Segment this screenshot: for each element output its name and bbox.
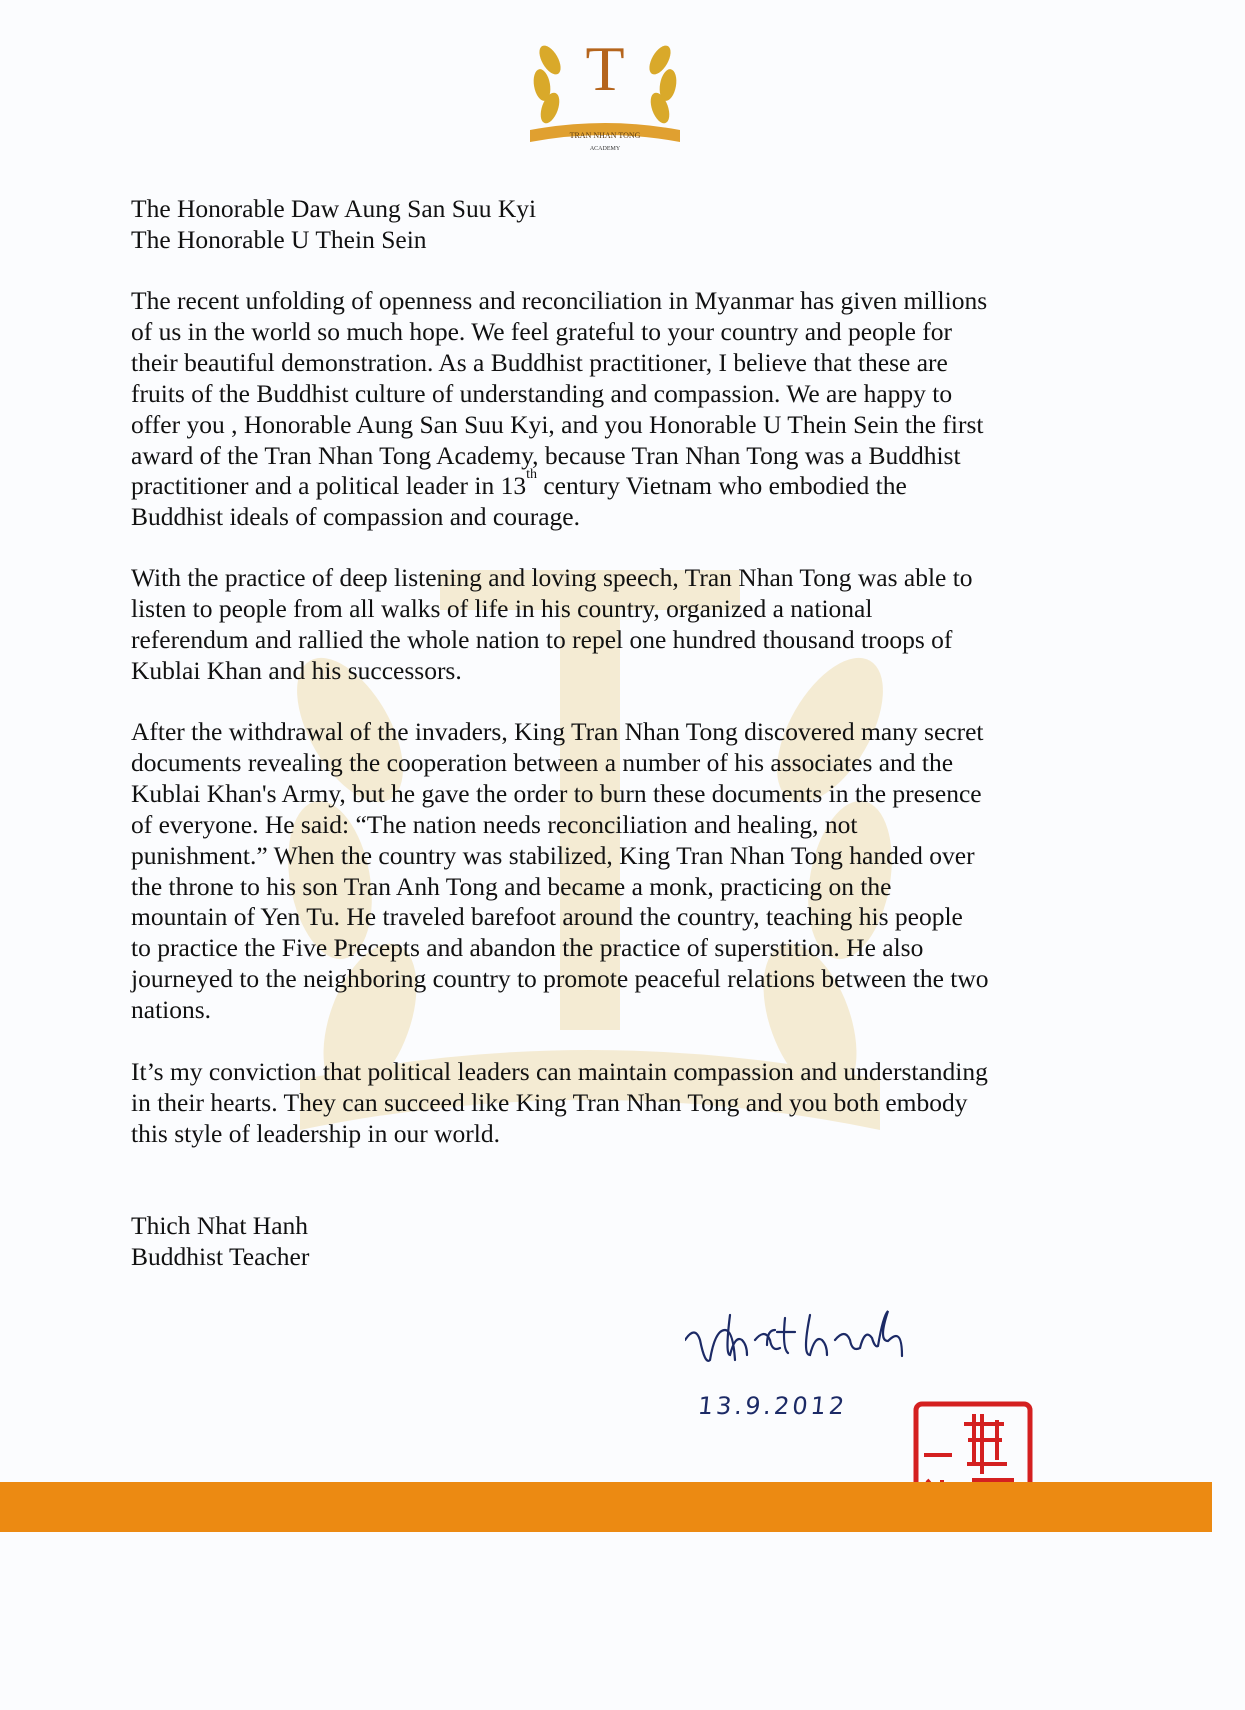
addressee-1: The Honorable Daw Aung San Suu Kyi xyxy=(131,194,537,223)
paragraph-3-line: to practice the Five Precepts and abandon the practice of superstition. He also xyxy=(131,933,924,963)
paragraph-2-line: Kublai Khan and his successors. xyxy=(131,655,462,685)
paragraph-1-line: award of the Tran Nhan Tong Academy, because Tran Nhan Tong was a Buddhist xyxy=(131,440,961,470)
paragraph-1-line: of us in the world so much hope. We feel grateful to your country and people for xyxy=(131,316,953,346)
paragraph-3-line: punishment.” When the country was stabilized, King Tran Nhan Tong handed over xyxy=(131,840,975,870)
svg-text:T: T xyxy=(585,33,625,104)
footer-orange-bar xyxy=(0,1482,1212,1532)
paragraph-1-line: Buddhist ideals of compassion and courage. xyxy=(131,502,580,532)
paragraph-3-line: journeyed to the neighboring country to promote peaceful relations between the two xyxy=(131,964,989,994)
sender-name: Thich Nhat Hanh xyxy=(131,1211,309,1240)
svg-text:ACADEMY: ACADEMY xyxy=(589,146,621,152)
academy-logo xyxy=(520,0,690,160)
paragraph-1-line: their beautiful demonstration. As a Buddhist practitioner, I believe that these are xyxy=(131,347,948,377)
paragraph-1-line xyxy=(131,467,907,501)
paragraph-3-line: nations. xyxy=(131,995,212,1025)
paragraph-3-line: documents revealing the cooperation between a number of his associates and the xyxy=(131,747,954,777)
signature-date: 13.9.2012 xyxy=(696,1392,849,1420)
ordinal-suffix: th xyxy=(526,467,537,483)
paragraph-3-line: the throne to his son Tran Anh Tong and became a monk, practicing on the xyxy=(131,871,892,901)
svg-text:TRAN NHAN TONG: TRAN NHAN TONG xyxy=(569,131,641,140)
paragraph-1-line: fruits of the Buddhist culture of understanding and compassion. We are happy to xyxy=(131,378,953,408)
paragraph-2-line: referendum and rallied the whole nation to repel one hundred thousand troops of xyxy=(131,624,953,654)
paragraph-3-line: After the withdrawal of the invaders, King Tran Nhan Tong discovered many secret xyxy=(131,717,984,746)
paragraph-3-line: mountain of Yen Tu. He traveled barefoot around the country, teaching his people xyxy=(131,902,963,932)
paragraph-4-line: It’s my conviction that political leaders can maintain compassion and understanding xyxy=(131,1057,988,1086)
text-segment: century Vietnam who embodied the xyxy=(536,471,907,501)
paragraph-2-line: With the practice of deep listening and loving speech, Tran Nhan Tong was able to xyxy=(131,563,973,592)
paragraph-4-line: in their hearts. They can succeed like King Tran Nhan Tong and you both embody xyxy=(131,1087,968,1117)
paragraph-1-line: The recent unfolding of openness and reconciliation in Myanmar has given millions xyxy=(131,286,988,315)
paragraph-4-line: this style of leadership in our world. xyxy=(131,1118,500,1148)
handwritten-signature xyxy=(685,1310,985,1390)
addressee-2: The Honorable U Thein Sein xyxy=(131,225,427,254)
paragraph-2-line: listen to people from all walks of life in his country, organized a national xyxy=(131,593,873,623)
text-segment: practitioner and a political leader in 13 xyxy=(131,471,527,501)
paragraph-3-line: of everyone. He said: “The nation needs reconciliation and healing, not xyxy=(131,809,858,839)
paragraph-1-line: offer you , Honorable Aung San Suu Kyi, and you Honorable U Thein Sein the first xyxy=(131,409,984,439)
sender-title: Buddhist Teacher xyxy=(131,1242,310,1271)
paragraph-3-line: Kublai Khan's Army, but he gave the order to burn these documents in the presence xyxy=(131,778,982,808)
